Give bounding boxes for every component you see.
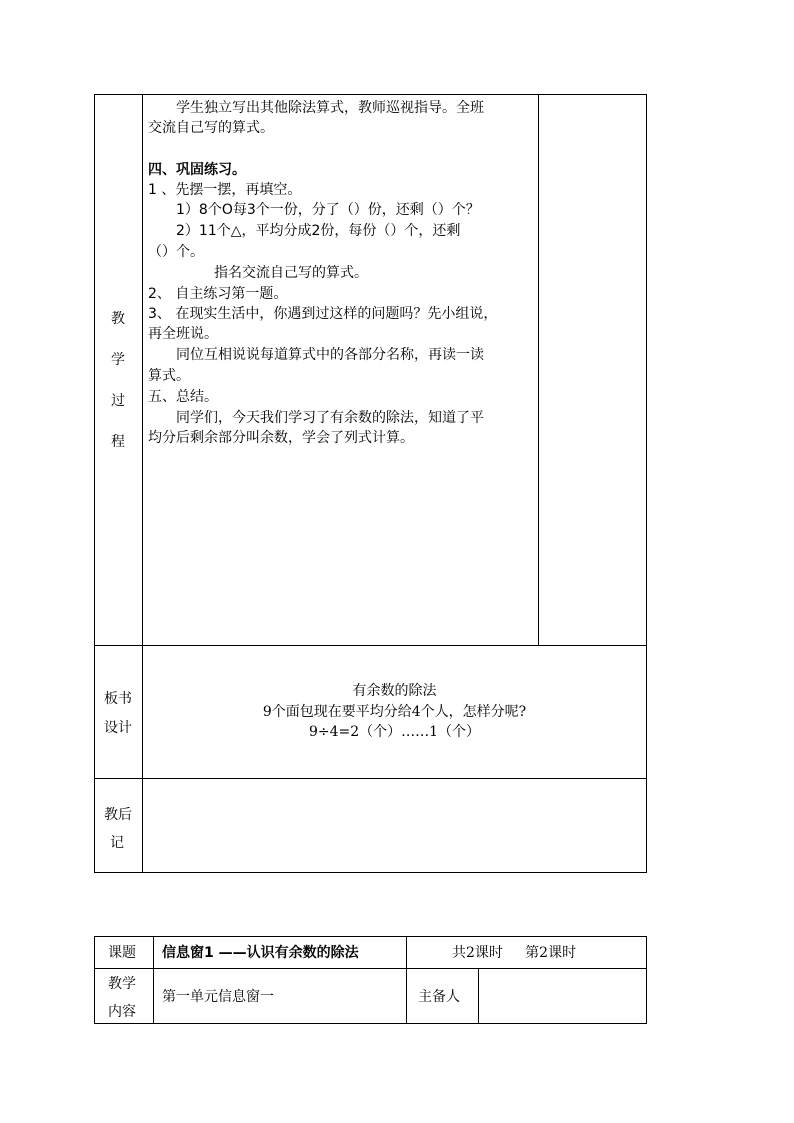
table2-border-bottom: [94, 1023, 647, 1024]
table2-border-left: [94, 936, 95, 1024]
reflection-label-line-2: 记: [110, 835, 124, 851]
process-line-14: 五、总结。: [148, 389, 218, 405]
topic-label: 课题: [108, 945, 136, 961]
process-label-char-2: 学: [111, 352, 125, 368]
process-line-13: 算式。: [148, 368, 190, 384]
board-label-line-2: 设计: [104, 720, 132, 736]
process-line-6: 2）11个△，平均分成2份，每份（）个，还剩: [176, 223, 461, 239]
table1-border-right: [646, 94, 647, 873]
process-line-1: 学生独立写出其他除法算式，教师巡视指导。全班: [176, 100, 484, 116]
content-value: 第一单元信息窗一: [162, 989, 274, 1005]
board-question: 9个面包现在要平均分给4个人，怎样分呢?: [262, 704, 527, 720]
process-section-heading-4: 四、巩固练习。: [148, 162, 246, 178]
process-line-12: 同位互相说说每道算式中的各部分名称，再读一读: [176, 347, 484, 363]
process-line-8: 指名交流自己写的算式。: [214, 265, 368, 281]
process-label-char-3: 过: [111, 393, 125, 409]
preparer-label: 主备人: [418, 989, 460, 1005]
table1-row-divider-2: [94, 778, 647, 779]
table2-middle-divider: [406, 936, 407, 1024]
topic-value: 信息窗1 ——认识有余数的除法: [162, 945, 359, 961]
table1-label-divider: [142, 94, 143, 873]
table1-row-divider-1: [94, 645, 647, 646]
table1-border-left: [94, 94, 95, 873]
process-line-15: 同学们，今天我们学习了有余数的除法，知道了平: [176, 410, 484, 426]
table1-border-top: [94, 94, 647, 95]
lesson-hours: 共2课时 第2课时: [452, 945, 577, 961]
process-line-10: 3、 在现实生活中，你遇到过这样的问题吗？先小组说，: [148, 306, 498, 322]
process-line-9: 2、 自主练习第一题。: [148, 286, 288, 302]
board-label-line-1: 板书: [104, 691, 132, 707]
table2-border-top: [94, 936, 647, 937]
reflection-label-line-1: 教后: [104, 807, 132, 823]
process-line-5: 1）8个O每3个一份，分了（）份，还剩（）个？: [176, 202, 480, 218]
process-line-4: 1 、先摆一摆，再填空。: [148, 182, 302, 198]
process-label-char-4: 程: [111, 434, 125, 450]
process-line-7: （）个。: [148, 244, 204, 260]
process-line-16: 均分后剩余部分叫余数，学会了列式计算。: [148, 430, 414, 446]
table2-row-divider: [94, 968, 647, 969]
table2-preparer-divider: [478, 968, 479, 1024]
process-label-char-1: 教: [111, 311, 125, 327]
table1-border-bottom: [94, 872, 647, 873]
process-line-2: 交流自己写的算式。: [148, 120, 274, 136]
content-label-line-2: 内容: [108, 1004, 136, 1020]
table1-notes-divider: [538, 94, 539, 645]
content-label-line-1: 教学: [108, 976, 136, 992]
board-title: 有余数的除法: [352, 683, 437, 699]
table2-label-divider: [153, 936, 154, 1024]
process-line-11: 再全班说。: [148, 326, 218, 342]
board-equation: 9÷4=2（个）……1（个）: [308, 724, 481, 740]
table2-border-right: [646, 936, 647, 1024]
